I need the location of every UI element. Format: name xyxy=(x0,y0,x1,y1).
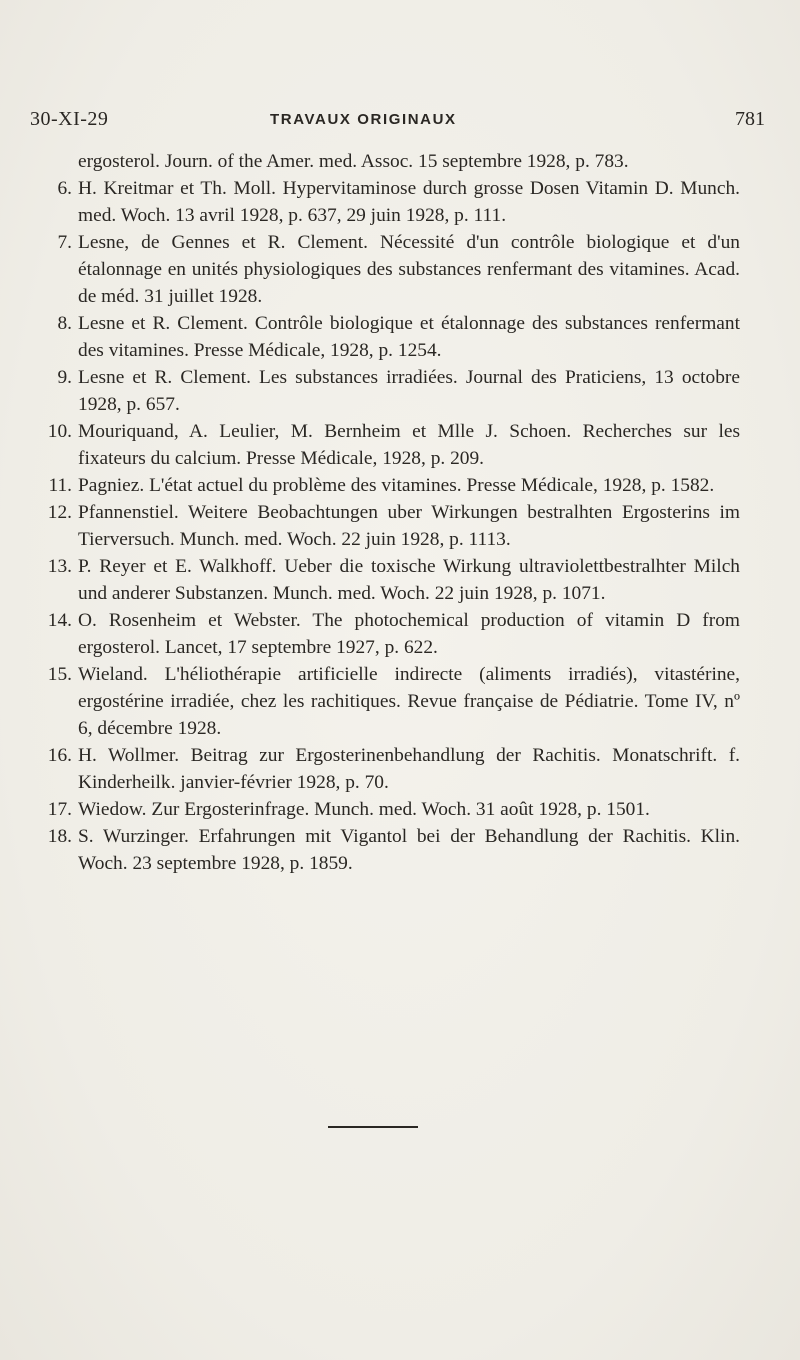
page-header xyxy=(30,108,765,138)
reference-item xyxy=(36,553,740,607)
reference-text: Wiedow. Zur Ergosterinfrage. Munch. med. Woch. 31 août 1928, p. 1501. xyxy=(78,799,650,820)
reference-text: Pagniez. L'état actuel du problème des vitamines. Presse Médicale, 1928, p. 1582. xyxy=(78,475,715,496)
reference-number: 9. xyxy=(57,367,72,388)
reference-item xyxy=(36,796,740,823)
reference-number: 17. xyxy=(47,799,72,820)
reference-item xyxy=(36,823,740,877)
reference-item xyxy=(36,175,740,229)
reference-number: 18. xyxy=(47,826,72,847)
reference-number: 7. xyxy=(57,232,72,253)
reference-text: H. Kreitmar et Th. Moll. Hypervitaminose durch grosse Dosen Vitamin D. Munch. med. Woch. 13 avril 1928, p. 637, 29 juin 1928, p. 111. xyxy=(78,178,740,226)
reference-item xyxy=(36,607,740,661)
reference-text: S. Wurzinger. Erfahrungen mit Vigantol bei der Behandlung der Rachitis. Klin. Woch. 23 septembre 1928, p. 1859. xyxy=(78,826,740,874)
reference-item xyxy=(36,661,740,742)
reference-item xyxy=(36,499,740,553)
reference-item xyxy=(36,418,740,472)
reference-text: Pfannenstiel. Weitere Beobachtungen uber Wirkungen bestralhten Ergosterins im Tierversuch. Munch. med. Woch. 22 juin 1928, p. 1113. xyxy=(78,502,740,550)
reference-number: 15. xyxy=(47,664,72,685)
reference-text: Wieland. L'héliothérapie artificielle indirecte (aliments irradiés), vitastérine, ergostérine irradiée, chez les rachitiques. Revue française de Pédiatrie. Tome IV, nº 6, décembre 1928. xyxy=(78,664,740,739)
reference-item xyxy=(36,310,740,364)
reference-number: 10. xyxy=(47,421,72,442)
reference-number: 6. xyxy=(57,178,72,199)
header-date: 30-XI-29 xyxy=(30,108,109,130)
header-section-title: TRAVAUX ORIGINAUX xyxy=(270,111,457,128)
reference-number: 11. xyxy=(48,475,72,496)
reference-text: P. Reyer et E. Walkhoff. Ueber die toxische Wirkung ultraviolettbestralhter Milch und anderer Substanzen. Munch. med. Woch. 22 juin 1928, p. 1071. xyxy=(78,556,740,604)
reference-number: 14. xyxy=(47,610,72,631)
reference-number: 8. xyxy=(57,313,72,334)
reference-text: Mouriquand, A. Leulier, M. Bernheim et Mlle J. Schoen. Recherches sur les fixateurs du calcium. Presse Médicale, 1928, p. 209. xyxy=(78,421,740,469)
reference-item xyxy=(36,229,740,310)
reference-text: Lesne, de Gennes et R. Clement. Nécessité d'un contrôle biologique et d'un étalonnage en unités physiologiques des substances renfermant des vitamines. Acad. de méd. 31 juillet 1928. xyxy=(78,232,740,307)
reference-item xyxy=(36,364,740,418)
page-number: 781 xyxy=(735,108,765,130)
reference-number: 13. xyxy=(47,556,72,577)
reference-item xyxy=(36,148,740,175)
reference-number: 16. xyxy=(47,745,72,766)
reference-text: H. Wollmer. Beitrag zur Ergosterinenbehandlung der Rachitis. Monatschrift. f. Kinderheilk. janvier-février 1928, p. 70. xyxy=(78,745,740,793)
reference-text: O. Rosenheim et Webster. The photochemical production of vitamin D from ergosterol. Lancet, 17 septembre 1927, p. 622. xyxy=(78,610,740,658)
reference-text: Lesne et R. Clement. Les substances irradiées. Journal des Praticiens, 13 octobre 1928, p. 657. xyxy=(78,367,740,415)
reference-item xyxy=(36,472,740,499)
reference-text: Lesne et R. Clement. Contrôle biologique et étalonnage des substances renfermant des vitamines. Presse Médicale, 1928, p. 1254. xyxy=(78,313,740,361)
reference-list xyxy=(36,148,740,877)
reference-item xyxy=(36,742,740,796)
reference-number: 12. xyxy=(47,502,72,523)
reference-text: ergosterol. Journ. of the Amer. med. Assoc. 15 septembre 1928, p. 783. xyxy=(78,151,629,172)
end-rule xyxy=(328,1126,418,1128)
